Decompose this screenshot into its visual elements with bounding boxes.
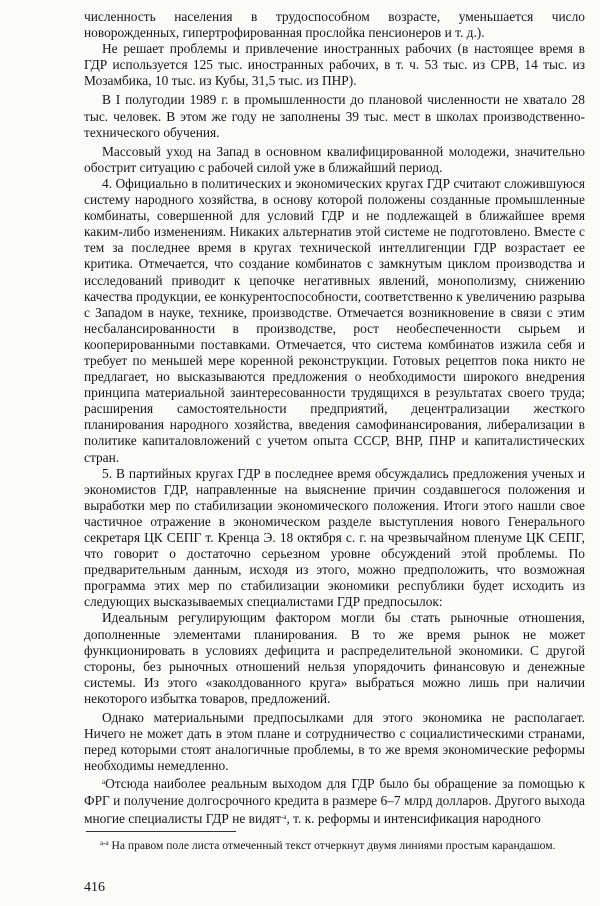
paragraph: 5. В партийных кругах ГДР в последнее время обсуждались предложения ученых и экономистов ГДР, направленные на выяснение причин создавшегося положения и выработки мер по стабилизации экономического положения. Итоги этого нашли свое частичное отражение в экономическом разделе выступления нового Генерального секретаря ЦК СЕПГ т. Кренца Э. 18 октября с. г. на чрезвычайном пленуме ЦК СЕПГ, что говорит о достаточно серьезном уровне обсуждений этой проблемы. По предварительным данным, исходя из этого, можно предположить, что возможная программа этих мер по стабилизации экономики республики будет исходить из следующих высказываемых специалистами ГДР предпосылок: — [84, 465, 585, 610]
paragraph: Однако материальными предпосылками для этого экономика не располагает. Ничего не может дать в этом плане и сотрудничество с социалистическими странами, перед которыми стоят аналогичные проблемы, в то же время экономические реформы необходимы немедленно. — [84, 710, 585, 774]
note-mark-close: -а — [280, 812, 287, 821]
paragraph-tail: , т. к. реформы и интенсификация народного — [286, 810, 541, 826]
footnote-marker: а-а — [100, 839, 109, 847]
footnote — [100, 836, 590, 853]
paragraph: численность населения в трудоспособном возрасте, уменьшается число новорожденных, гипертрофированная прослойка пенсионеров и т. д.). — [84, 9, 585, 41]
note-mark-open: а — [102, 778, 106, 787]
paragraph-marked — [84, 774, 585, 826]
paragraph: 4. Официально в политических и экономических кругах ГДР считают сложившуюся систему народного хозяйства, в основу которой положены созданные промышленные комбинаты, совершенной для условий ГДР и не подлежащей в ближайшее время каким-либо изменениям. Никаких альтернатив этой системе не подготовлено. Вместе с тем за последнее время в кругах технической интеллигенции ГДР возрастает ее критика. Отмечается, что создание комбинатов с замкнутым циклом производства и исследований приводит к цепочке негативных явлений, монополизму, снижению качества продукции, ее конкурентоспособности, соответственно к увеличению разрыва с Западом в науке, технике, производстве. Отмечается возникновение в связи с этим несбалансированности в производстве, рост необеспеченности сырьем и кооперированными поставками. Отмечается, что система комбинатов изжила себя и требует по меньшей мере коренной реконструкции. Готовых рецептов пока никто не предлагает, но высказываются предложения о необходимости широкого внедрения принципа материальной заинтересованности трудящихся в результатах своего труда; расширения самостоятельности предприятий, децентрализации жесткого планирования народного хозяйства, введения самофинансирования, либерализации в политике капиталовложений с учетом опыта СССР, ВНР, ПНР и капиталистических стран. — [84, 175, 585, 465]
paragraph: Не решает проблемы и привлечение иностранных рабочих (в настоящее время в ГДР используется 125 тыс. иностранных рабочих, в т. ч. 53 тыс. из СРВ, 14 тыс. из Мозамбика, 10 тыс. из Кубы, 31,5 тыс. из ПНР). — [84, 41, 585, 89]
paragraph: Массовый уход на Запад в основном квалифицированной молодежи, значительно обострит ситуацию с рабочей силой уже в ближайший период. — [84, 143, 585, 175]
paragraph: Идеальным регулирующим фактором могли бы стать рыночные отношения, дополненные элементами планирования. В то же время рынок не может функционировать в условиях дефицита и распределительной экономики. С другой стороны, без рыночных отношений нельзя упорядочить финансовую и денежные системы. Из этого «заколдованного круга» выбраться можно лишь при наличии некоторого избытка товаров, предложений. — [84, 610, 585, 706]
footnote-rule — [86, 831, 236, 832]
marked-text: Отсюда наиболее реальным выходом для ГДР было бы обращение за помощью к ФРГ и получение долгосрочного кредита в размере 6–7 млрд долларов. Другого выхода многие специалисты ГДР не видят — [84, 776, 585, 826]
page-number: 416 — [84, 880, 105, 895]
footnote-text: На правом поле листа отмеченный текст отчеркнут двумя линиями простым карандашом. — [111, 839, 556, 852]
paragraph: В I полугодии 1989 г. в промышленности до плановой численности не хватало 28 тыс. человек. В этом же году не заполнены 39 тыс. мест в школах производственно-технического обучения. — [84, 92, 585, 140]
body-text — [84, 9, 585, 827]
